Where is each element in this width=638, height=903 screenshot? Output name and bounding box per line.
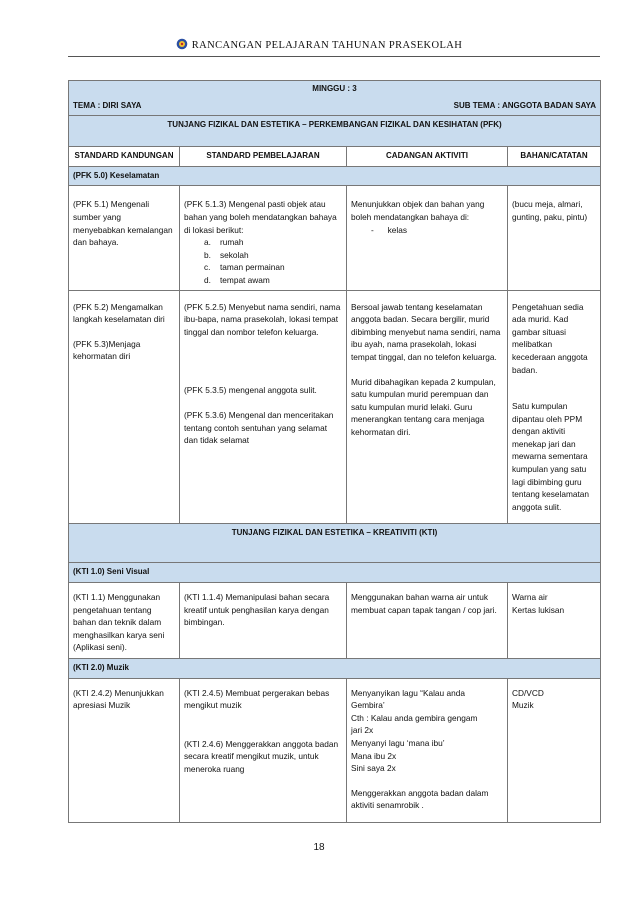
section-pfk-row — [69, 116, 601, 147]
pfk52-row — [69, 290, 601, 524]
kti24-row — [69, 678, 601, 822]
pfk51-sk: (PFK 5.1) Mengenali sumber yang menyebabkan kemalangan dan bahaya. — [73, 199, 173, 248]
list-item: a. rumah — [204, 237, 244, 248]
pfk52-ca: Bersoal jawab tentang keselamatan anggota badan. Secara bergilir, murid dibimbing menyebut nama sendiri, nama ibu ayah, nama prasekolah, lokasi tempat tinggal, dan no telefon keluarga. — [351, 301, 501, 362]
pfk50-label: (PFK 5.0) Keselamatan — [69, 166, 601, 186]
header-title: RANCANGAN PELAJARAN TAHUNAN PRASEKOLAH — [191, 39, 463, 51]
pfk53-sk: (PFK 5.3)Menjaga kehormatan diri — [73, 338, 141, 362]
col-cadangan-aktiviti: CADANGAN AKTIVITI — [347, 147, 508, 167]
kti11-bc: Warna air Kertas lukisan — [512, 592, 565, 615]
pfk52-sk: (PFK 5.2) Mengamalkan langkah keselamatan diri — [73, 301, 165, 325]
page-header — [0, 38, 638, 53]
header-rule — [68, 56, 600, 57]
pfk51-row — [69, 186, 601, 290]
location-list — [184, 236, 342, 286]
kti245-sp: (KTI 2.4.5) Membuat pergerakan bebas mengikut muzik — [184, 687, 330, 711]
kti11-ca: Menggunakan bahan warna air untuk membuat capan tapak tangan / cop jari. — [351, 592, 497, 615]
kti20-label: (KTI 2.0) Muzik — [69, 659, 601, 679]
pfk51-ca-bullet: - kelas — [371, 224, 407, 235]
section-kti-row — [69, 524, 601, 563]
column-header-row — [69, 147, 601, 167]
page-number: 18 — [313, 842, 325, 853]
pfk53-bc: Satu kumpulan dipantau oleh PPM dengan aktiviti menekap jari dan mewarna sementara kumpulan yang satu lagi dibimbing guru tentang keselamatan anggota sulit. — [512, 401, 590, 512]
pfk536-sp: (PFK 5.3.6) Mengenal dan menceritakan tentang contoh sentuhan yang selamat dan tidak selamat — [184, 409, 334, 446]
theme-label: TEMA : DIRI SAYA — [73, 100, 142, 110]
col-bahan-catatan: BAHAN/CATATAN — [508, 147, 601, 167]
list-item: d. tempat awam — [204, 274, 270, 285]
school-crest-icon — [176, 38, 188, 53]
pfk513-sp: (PFK 5.1.3) Mengenal pasti objek atau bahan yang boleh mendatangkan bahaya di lokasi berikut: — [184, 199, 337, 235]
song-line: Cth : Kalau anda gembira gengam — [351, 712, 478, 723]
col-standard-pembelajaran: STANDARD PEMBELAJARAN — [180, 147, 347, 167]
week-label: MINGGU : 3 — [312, 84, 357, 93]
pfk53-ca: Murid dibahagikan kepada 2 kumpulan, satu kumpulan murid perempuan dan satu kumpulan murid lelaki. Guru menerangkan tentang cara menjaga kehormatan diri. — [351, 376, 496, 437]
week-row — [69, 81, 601, 116]
kti10-label: (KTI 1.0) Seni Visual — [69, 563, 601, 583]
pfk52-bc: Pengetahuan sedia ada murid. Kad gambar situasi melibatkan kecederaan anggota badan. — [512, 301, 588, 375]
pfk535-sp: (PFK 5.3.5) mengenal anggota sulit. — [184, 385, 317, 396]
pfk51-bc: (bucu meja, almari, gunting, paku, pintu) — [512, 199, 588, 222]
song-line: Sini saya 2x — [351, 763, 396, 774]
kti24-bc: CD/VCD Muzik — [512, 687, 544, 711]
kti242-sk: (KTI 2.4.2) Menunjukkan apresiasi Muzik — [73, 687, 164, 711]
kti114-sp: (KTI 1.1.4) Memanipulasi bahan secara kreatif untuk penghasilan karya dengan bimbingan. — [184, 592, 330, 628]
song-line: Menyanyi lagu ‘mana ibu’ — [351, 737, 445, 748]
list-item: b. sekolah — [204, 249, 249, 260]
song-line: Gembira’ — [351, 700, 385, 711]
song-line: Mana ibu 2x — [351, 750, 397, 761]
song-line: jari 2x — [351, 725, 374, 736]
col-standard-kandungan: STANDARD KANDUNGAN — [69, 147, 180, 167]
section-kti-title: TUNJANG FIZIKAL DAN ESTETIKA – KREATIVITI (KTI) — [69, 524, 601, 563]
list-item: c. taman permainan — [204, 262, 285, 273]
section-pfk-title: TUNJANG FIZIKAL DAN ESTETIKA – PERKEMBANGAN FIZIKAL DAN KESIHATAN (PFK) — [69, 116, 601, 147]
pfk51-ca: Menunjukkan objek dan bahan yang boleh mendatangkan bahaya di: — [351, 199, 485, 222]
kti20-subheader-row — [69, 659, 601, 679]
kti246-sp: (KTI 2.4.6) Menggerakkan anggota badan secara kreatif mengikut muzik, untuk meneroka ruang — [184, 738, 339, 774]
song-line: Menyanyikan lagu “Kalau anda — [351, 687, 465, 698]
subtheme-label: SUB TEMA : ANGGOTA BADAN SAYA — [453, 100, 597, 110]
lesson-plan-table — [68, 80, 601, 823]
kti246-ca: Menggerakkan anggota badan dalam aktiviti senamrobik . — [351, 787, 489, 811]
kti11-sk: (KTI 1.1) Menggunakan pengetahuan tentang bahan dan teknik dalam menghasilkan karya seni (Aplikasi seni). — [73, 592, 165, 653]
kti11-row — [69, 583, 601, 659]
pfk525-sp: (PFK 5.2.5) Menyebut nama sendiri, nama ibu-bapa, nama prasekolah, lokasi tempat tinggal dan nombor telefon keluarga. — [184, 301, 341, 337]
kti10-subheader-row — [69, 563, 601, 583]
pfk50-subheader-row — [69, 166, 601, 186]
